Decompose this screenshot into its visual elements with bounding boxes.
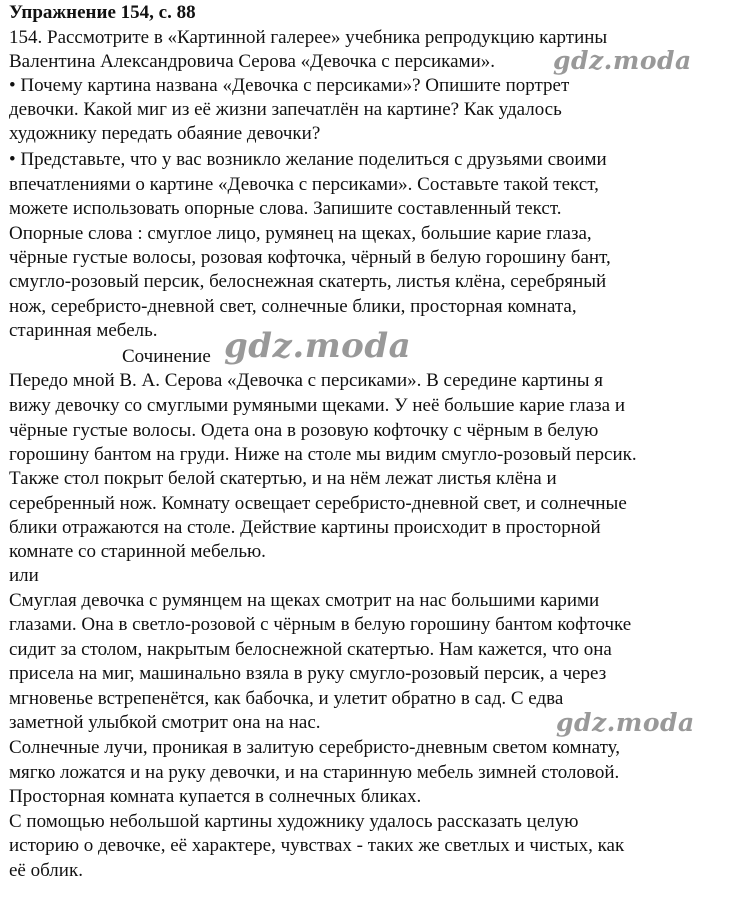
essay-line: мгновенье встрепенётся, как бабочка, и улетит обратно в сад. С едва bbox=[9, 688, 564, 709]
watermark-logo: gdz.moda bbox=[553, 46, 692, 75]
task-line: художнику передать обаяние девочки? bbox=[9, 123, 321, 144]
essay-line: или bbox=[9, 565, 39, 586]
essay-line: заметной улыбкой смотрит она на нас. bbox=[9, 712, 321, 733]
essay-line: чёрные густые волосы. Одета она в розовую кофточку с чёрным в белую bbox=[9, 420, 599, 441]
watermark-logo: gdz.moda bbox=[556, 708, 695, 737]
essay-line: серебренный нож. Комнату освещает серебристо-дневной свет, и солнечные bbox=[9, 493, 627, 514]
essay-line: Передо мной В. А. Серова «Девочка с персиками». В середине картины я bbox=[9, 370, 604, 391]
page-title: Упражнение 154, с. 88 bbox=[9, 2, 196, 23]
essay-line: горошину бантом на груди. Ниже на столе мы видим смугло-розовый персик. bbox=[9, 444, 637, 465]
essay-line: Просторная комната купается в солнечных бликах. bbox=[9, 786, 422, 807]
task-line: • Почему картина названа «Девочка с персиками»? Опишите портрет bbox=[9, 75, 570, 96]
task-line: нож, серебристо-дневной свет, солнечные блики, просторная комната, bbox=[9, 296, 577, 317]
essay-line: Также стол покрыт белой скатертью, и на нём лежат листья клёна и bbox=[9, 468, 557, 489]
essay-line: Смуглая девочка с румянцем на щеках смотрит на нас большими карими bbox=[9, 590, 600, 611]
task-line: чёрные густые волосы, розовая кофточка, чёрный в белую горошину бант, bbox=[9, 247, 611, 268]
essay-line: блики отражаются на столе. Действие картины происходит в просторной bbox=[9, 517, 601, 538]
essay-line: присела на миг, машинально взяла в руку смугло-розовый персик, а через bbox=[9, 663, 607, 684]
essay-line: комнате со старинной мебелью. bbox=[9, 541, 266, 562]
task-line: 154. Рассмотрите в «Картинной галерее» учебника репродукцию картины bbox=[9, 27, 608, 48]
task-line: • Представьте, что у вас возникло желание поделиться с друзьями своими bbox=[9, 149, 607, 170]
task-line: старинная мебель. bbox=[9, 320, 158, 341]
essay-line: С помощью небольшой картины художнику удалось рассказать целую bbox=[9, 811, 579, 832]
task-line: Опорные слова : смуглое лицо, румянец на щеках, большие карие глаза, bbox=[9, 223, 592, 244]
task-line: можете использовать опорные слова. Запишите составленный текст. bbox=[9, 198, 562, 219]
essay-line: сидит за столом, накрытым белоснежной скатертью. Нам кажется, что она bbox=[9, 639, 612, 660]
essay-line: историю о девочке, её характере, чувствах - таких же светлых и чистых, как bbox=[9, 835, 625, 856]
essay-line: мягко ложатся и на руку девочки, и на старинную мебель зимней столовой. bbox=[9, 762, 620, 783]
essay-line: её облик. bbox=[9, 860, 83, 881]
task-line: впечатлениями о картине «Девочка с персиками». Составьте такой текст, bbox=[9, 174, 599, 195]
task-line: девочки. Какой миг из её жизни запечатлён на картине? Как удалось bbox=[9, 99, 562, 120]
essay-line: вижу девочку со смуглыми румяными щеками. У неё большие карие глаза и bbox=[9, 395, 626, 416]
task-line: смугло-розовый персик, белоснежная скатерть, листья клёна, серебряный bbox=[9, 271, 607, 292]
watermark-logo: gdz.moda bbox=[224, 326, 412, 366]
essay-line: глазами. Она в светло-розовой с чёрным в белую горошину бантом кофточке bbox=[9, 614, 632, 635]
essay-line: Солнечные лучи, проникая в залитую серебристо-дневным светом комнату, bbox=[9, 737, 621, 758]
essay-heading: Сочинение bbox=[122, 346, 211, 367]
task-line: Валентина Александровича Серова «Девочка с персиками». bbox=[9, 51, 495, 72]
